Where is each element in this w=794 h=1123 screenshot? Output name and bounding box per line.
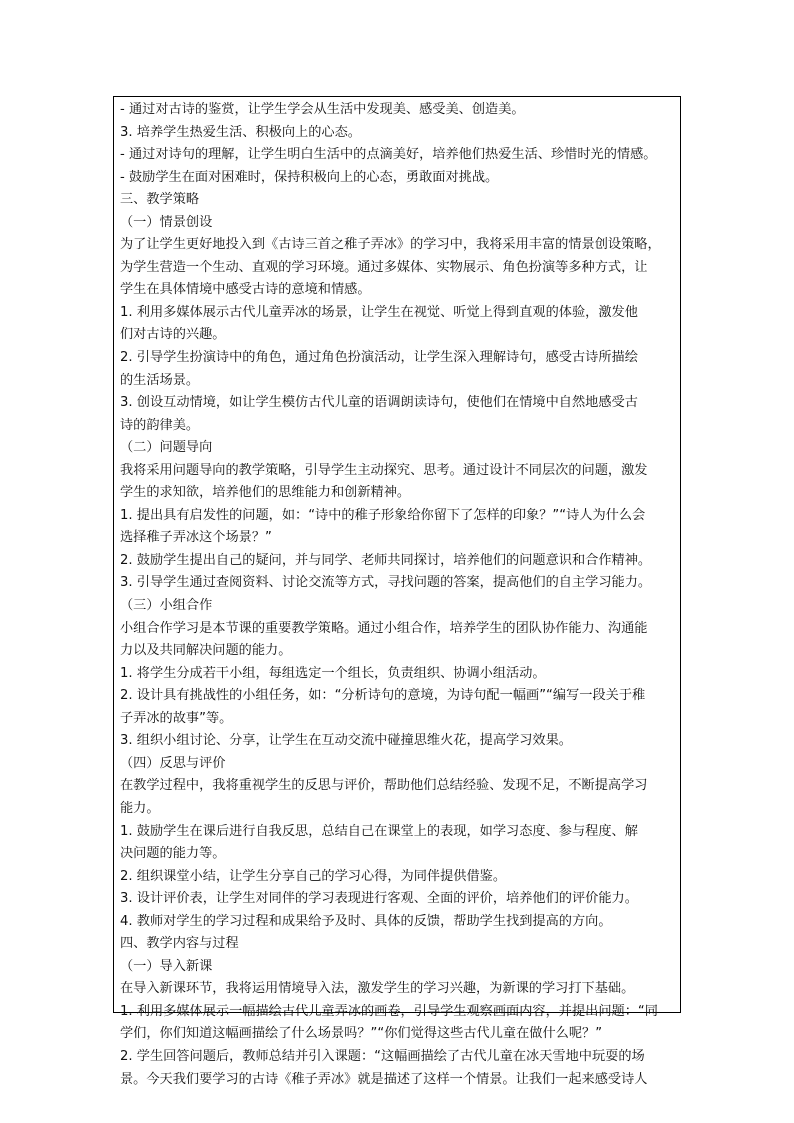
- text-line: 学们，你们知道这幅画描绘了什么场景吗？”“你们觉得这些古代儿童在做什么呢？”: [120, 1026, 603, 1042]
- text-line: 2. 学生回答问题后，教师总结并引入课题：“这幅画描绘了古代儿童在冰天雪地中玩耍的场: [120, 1048, 645, 1064]
- text-line: 2. 鼓励学生提出自己的疑问，并与同学、老师共同探讨，培养他们的问题意识和合作精神。: [120, 552, 652, 568]
- text-line: 为了让学生更好地投入到《古诗三首之稚子弄冰》的学习中，我将采用丰富的情景创设策略，: [120, 237, 661, 253]
- text-line: 1. 将学生分成若干小组，每组选定一个组长，负责组织、协调小组活动。: [120, 665, 546, 681]
- text-line: 在教学过程中，我将重视学生的反思与评价，帮助他们总结经验、发现不足，不断提高学习: [120, 778, 648, 794]
- text-line: （一）情景创设: [120, 214, 213, 230]
- text-line: 3. 创设互动情境，如让学生模仿古代儿童的语调朗读诗句，使他们在情境中自然地感受古: [120, 395, 638, 411]
- text-line: 在导入新课环节，我将运用情境导入法，激发学生的学习兴趣，为新课的学习打下基础。: [120, 981, 635, 997]
- text-line: 学生在具体情境中感受古诗的意境和情感。: [120, 282, 371, 298]
- text-line: 1. 鼓励学生在课后进行自我反思，总结自己在课堂上的表现，如学习态度、参与程度、解: [120, 823, 638, 839]
- text-line: 三、教学策略: [120, 192, 200, 208]
- text-line: 诗的韵律美。: [120, 417, 200, 433]
- text-line: 选择稚子弄冰这个场景？”: [120, 530, 272, 546]
- text-line: 小组合作学习是本节课的重要教学策略。通过小组合作，培养学生的团队协作能力、沟通能: [120, 620, 648, 636]
- document-frame: [113, 96, 681, 1087]
- text-line: - 鼓励学生在面对困难时，保持积极向上的心态，勇敢面对挑战。: [120, 169, 499, 185]
- text-line: 的生活场景。: [120, 372, 200, 388]
- text-line: 2. 引导学生扮演诗中的角色，通过角色扮演活动，让学生深入理解诗句，感受古诗所描绘: [120, 350, 638, 366]
- text-line: 为学生营造一个生动、直观的学习环境。通过多媒体、实物展示、角色扮演等多种方式，让: [120, 259, 648, 275]
- text-line: 2. 组织课堂小结，让学生分享自己的学习心得，为同伴提供借鉴。: [120, 868, 507, 884]
- text-line: 我将采用问题导向的教学策略，引导学生主动探究、思考。通过设计不同层次的问题，激发: [120, 462, 648, 478]
- text-line: 1. 利用多媒体展示古代儿童弄冰的场景，让学生在视觉、听觉上得到直观的体验，激发他: [120, 304, 638, 320]
- text-line: 3. 引导学生通过查阅资料、讨论交流等方式，寻找问题的答案，提高他们的自主学习能力。: [120, 575, 652, 591]
- text-line: 3. 培养学生热爱生活、积极向上的心态。: [120, 124, 361, 140]
- text-line: （一）导入新课: [120, 958, 213, 974]
- text-line: （四）反思与评价: [120, 755, 226, 771]
- text-line: （三）小组合作: [120, 598, 213, 614]
- text-line: 3. 设计评价表，让学生对同伴的学习表现进行客观、全面的评价，培养他们的评价能力。: [120, 891, 638, 907]
- text-line: 1. 提出具有启发性的问题，如：“诗中的稚子形象给你留下了怎样的印象？”“诗人为什么会: [120, 507, 646, 523]
- text-line: 2. 设计具有挑战性的小组任务，如：“分析诗句的意境，为诗句配一幅画”“编写一段关于稚: [120, 688, 646, 704]
- text-line: 四、教学内容与过程: [120, 936, 239, 952]
- text-line: 们对古诗的兴趣。: [120, 327, 226, 343]
- text-line: （二）问题导向: [120, 440, 213, 456]
- text-line: 4. 教师对学生的学习过程和成果给予及时、具体的反馈，帮助学生找到提高的方向。: [120, 913, 612, 929]
- text-line: 3. 组织小组讨论、分享，让学生在互动交流中碰撞思维火花，提高学习效果。: [120, 733, 572, 749]
- text-line: 子弄冰的故事”等。: [120, 710, 233, 726]
- text-line: 能力。: [120, 800, 160, 816]
- document-body: [114, 97, 680, 1091]
- text-line: 力以及共同解决问题的能力。: [120, 643, 292, 659]
- text-line: 景。今天我们要学习的古诗《稚子弄冰》就是描述了这样一个情景。让我们一起来感受诗人: [120, 1071, 648, 1087]
- text-line: - 通过对古诗的鉴赏，让学生学会从生活中发现美、感受美、创造美。: [120, 102, 525, 117]
- text-line: 学生的求知欲，培养他们的思维能力和创新精神。: [120, 485, 411, 501]
- text-line: 决问题的能力等。: [120, 846, 226, 862]
- text-line: 1. 利用多媒体展示一幅描绘古代儿童弄冰的画卷，引导学生观察画面内容，并提出问题：“同: [120, 1003, 658, 1019]
- text-line: - 通过对诗句的理解，让学生明白生活中的点滴美好，培养他们热爱生活、珍惜时光的情感。: [120, 147, 657, 163]
